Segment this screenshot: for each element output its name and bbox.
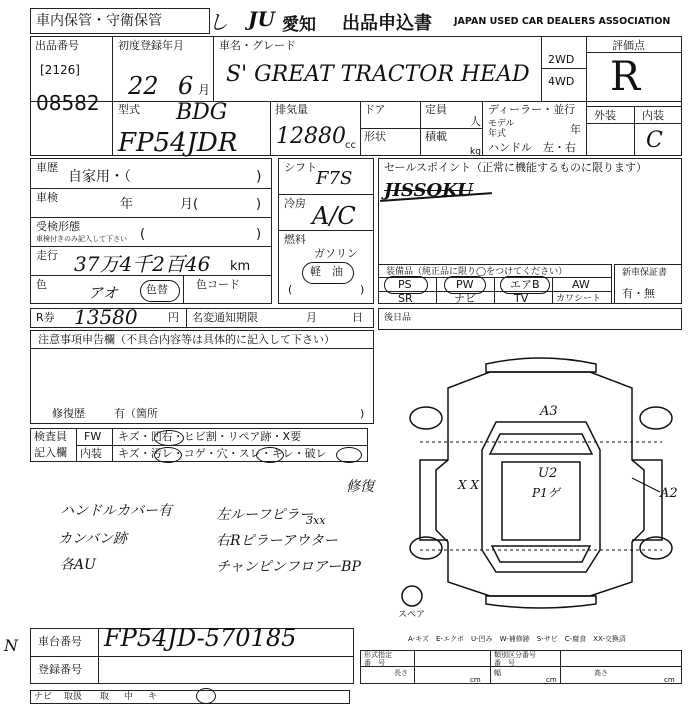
first-reg-month-unit: 月 <box>198 83 211 97</box>
mileage-value: 37万4千2百46 <box>74 252 211 276</box>
chassis-label: 車台番号 <box>38 635 82 648</box>
dealer-label: ディーラー・並行 <box>488 103 576 116</box>
ps-circle <box>384 276 428 294</box>
mark-u2: U2 <box>538 466 558 481</box>
dirt-circle <box>154 447 182 463</box>
footer-circle <box>196 688 216 704</box>
inspection-month: 月( <box>180 197 199 212</box>
org-name-en: JAPAN USED CAR DEALERS ASSOCIATION <box>454 16 671 27</box>
front-left-wheel <box>410 407 442 429</box>
class-num-label: 類別区分番号 番 号 <box>494 651 536 667</box>
inspector-label-2: 記入欄 <box>34 446 67 459</box>
displacement-value: 12880 <box>276 124 346 149</box>
acceptance-open: ( <box>140 227 146 242</box>
storage-mark: し <box>208 10 228 34</box>
repair-history-label: 修復歴 <box>52 407 85 420</box>
inspection-label: 車検 <box>36 191 58 204</box>
cooling-value: A/C <box>312 202 356 230</box>
length-label: 長さ <box>394 669 408 677</box>
rating-label: 評価点 <box>612 39 645 52</box>
mark-xx: X X <box>458 478 479 492</box>
transfer-day: 日 <box>352 311 363 324</box>
handle-label: ハンドル 左・右 <box>488 141 576 154</box>
transfer-month: 月 <box>306 311 317 324</box>
mark-a3: A3 <box>540 404 558 419</box>
car-name-value: S' GREAT TRACTOR HEAD <box>226 62 530 87</box>
right-panel <box>632 460 662 540</box>
lot-label: 出品番号 <box>35 39 79 52</box>
note-3xx: 3xx <box>306 514 326 527</box>
ju-logo: JU <box>248 7 275 31</box>
selling-struck: JISSOKU <box>384 180 473 201</box>
warranty-label: 新車保証書 <box>622 268 668 278</box>
recycle-value: 13580 <box>74 305 138 329</box>
history-label: 車歴 <box>36 161 58 174</box>
equip-navi: ナビ <box>454 292 476 305</box>
recycle-label: R券 <box>36 311 55 324</box>
displacement-unit: cc <box>345 140 356 151</box>
inspector-int-label: 内装 <box>80 447 102 460</box>
front-bumper <box>486 358 596 372</box>
equip-leather: カワシート <box>556 294 602 304</box>
equip-airbag: エアB <box>510 278 540 291</box>
exterior-label: 外装 <box>594 109 616 122</box>
note-left-roof-pillar: 左ルーフピラー <box>216 507 314 523</box>
org-name: 愛知 <box>282 15 316 35</box>
note-right-pillar: 右Rピラーアウター <box>216 533 338 549</box>
storage-label: 車内保管・守衛保管 <box>36 13 162 29</box>
windshield <box>490 434 592 454</box>
a2-pointer <box>632 478 660 492</box>
model-line1: BDG <box>176 100 228 125</box>
color-change: 色替 <box>146 283 168 296</box>
note-repair: 修復 <box>346 479 374 495</box>
load-label: 積載 <box>425 130 447 143</box>
shape-label: 形状 <box>364 130 386 143</box>
height-label: 高さ <box>594 669 608 677</box>
acceptance-label: 受検形態 <box>36 220 80 233</box>
tear-circle <box>336 447 362 463</box>
load-unit: kg <box>470 147 481 157</box>
mark-a2: A2 <box>660 486 678 501</box>
fuel-diesel: 軽 油 <box>310 265 343 278</box>
mileage-unit: km <box>230 259 251 274</box>
lot-number: 08582 <box>36 91 100 115</box>
equip-aw: AW <box>572 278 590 291</box>
fuel-gasoline: ガソリン <box>314 247 358 260</box>
capacity-unit: 人 <box>470 115 481 128</box>
front-right-wheel <box>640 407 672 429</box>
note-each-au: 各AU <box>60 557 96 573</box>
note-handle-cover: ハンドルカバー有 <box>60 503 172 519</box>
rear-window <box>492 546 590 562</box>
model-label: 型式 <box>118 103 140 116</box>
pw-circle <box>444 276 486 294</box>
height-unit: cm <box>664 676 675 684</box>
mark-p1: P1ゲ <box>532 486 560 500</box>
cooling-label: 冷房 <box>284 197 306 210</box>
footer-label-4: 中 <box>124 692 134 702</box>
equipment-label: 装備品（純正品に限り◯をつけてください） <box>386 267 568 277</box>
note-sign-mark: カンバン跡 <box>58 531 128 547</box>
color-code-label: 色コード <box>196 278 240 291</box>
recycle-unit: 円 <box>168 311 179 324</box>
equip-ps: PS <box>398 278 412 291</box>
wear-circle <box>256 447 284 463</box>
airbag-circle <box>500 276 550 294</box>
registration-label: 登録番号 <box>38 663 82 676</box>
acceptance-note: 車検付きのみ記入して下さい <box>36 235 127 243</box>
chassis-value: FP54JD-570185 <box>104 624 297 652</box>
transfer-label: 名変通知期限 <box>192 311 258 324</box>
interior-label: 内装 <box>642 109 664 122</box>
type-cert-label: 形式指定 番 号 <box>364 651 392 667</box>
footer-label-5: キ <box>148 692 158 702</box>
first-reg-month: 6 <box>178 72 194 100</box>
car-name-label: 車名・グレード <box>219 39 296 52</box>
inspector-label-1: 検査員 <box>34 430 67 443</box>
model-year-label: モデル 年式 <box>488 119 515 139</box>
length-unit: cm <box>470 676 481 684</box>
equip-pw: PW <box>456 278 474 291</box>
shift-label: シフト <box>284 161 317 174</box>
note-floor-bp: チャンピンフロアーBP <box>216 559 361 575</box>
width-unit: cm <box>546 676 557 684</box>
rear-block <box>378 308 682 330</box>
drive-2wd: 2WD <box>548 53 575 66</box>
footer-label-1: ナビ <box>34 692 53 702</box>
damage-legend: A-キズ E-エクボ U-凹み W-補修跡 S-サビ C-腐食 XX-交換済 <box>408 635 626 643</box>
footer-label-3: 取 <box>100 692 110 702</box>
fuel-close: ) <box>360 283 365 296</box>
inspector-ext-label: FW <box>84 430 102 443</box>
model-line2: FP54JDR <box>118 128 238 158</box>
repair-history-value: 有（箇所 <box>114 407 158 420</box>
repair-history-close: ) <box>360 407 365 420</box>
inspection-close: ) <box>256 197 262 212</box>
first-reg-label: 初度登録年月 <box>118 39 184 52</box>
shift-value: F7S <box>316 168 353 189</box>
color-value: アオ <box>88 284 118 302</box>
equip-sr: SR <box>398 292 413 305</box>
spare-label: スペア <box>398 610 426 620</box>
inspector-int-items: キズ・汚レ・コゲ・穴・スレ・キレ・破レ <box>118 447 327 460</box>
rear-bumper <box>486 596 596 608</box>
lot-code: [2126] <box>40 63 80 77</box>
left-panel <box>420 460 448 540</box>
history-close: ) <box>256 169 262 185</box>
drive-4wd: 4WD <box>548 75 575 88</box>
chassis-mark: N <box>4 636 18 655</box>
displacement-label: 排気量 <box>275 103 308 116</box>
interior-value: C <box>646 128 663 153</box>
history-value: 自家用・（ <box>68 169 131 185</box>
inspector-ext-items: キズ・凹右・ヒビ割・リペア跡・X要 <box>118 430 302 443</box>
spare-tire <box>402 586 422 606</box>
fuel-open: ( <box>288 283 293 296</box>
footer-label-2: 取扱 <box>64 692 83 702</box>
selling-label: セールスポイント（正常に機能するものに限ります） <box>384 161 648 174</box>
warranty-value: 有・無 <box>622 287 655 300</box>
inspection-year: 年 <box>120 197 134 212</box>
door-label: ドア <box>364 103 386 116</box>
color-label: 色 <box>36 278 47 291</box>
equip-tv: TV <box>514 292 529 305</box>
first-reg-year: 22 <box>128 72 159 100</box>
notes-label: 注意事項申告欄（不具合内容等は具体的に記入して下さい） <box>38 333 335 346</box>
rating-value: R <box>610 54 641 100</box>
year-unit: 年 <box>570 123 581 136</box>
capacity-label: 定員 <box>425 103 447 116</box>
fuel-label: 燃料 <box>284 233 306 246</box>
rear-seat-label: 後日品 <box>384 313 412 323</box>
acceptance-close: ) <box>256 227 262 242</box>
width-label: 幅 <box>494 669 501 677</box>
scratch-circle <box>154 430 184 446</box>
mileage-label: 走行 <box>36 249 58 262</box>
form-title: 出品申込書 <box>342 13 432 34</box>
